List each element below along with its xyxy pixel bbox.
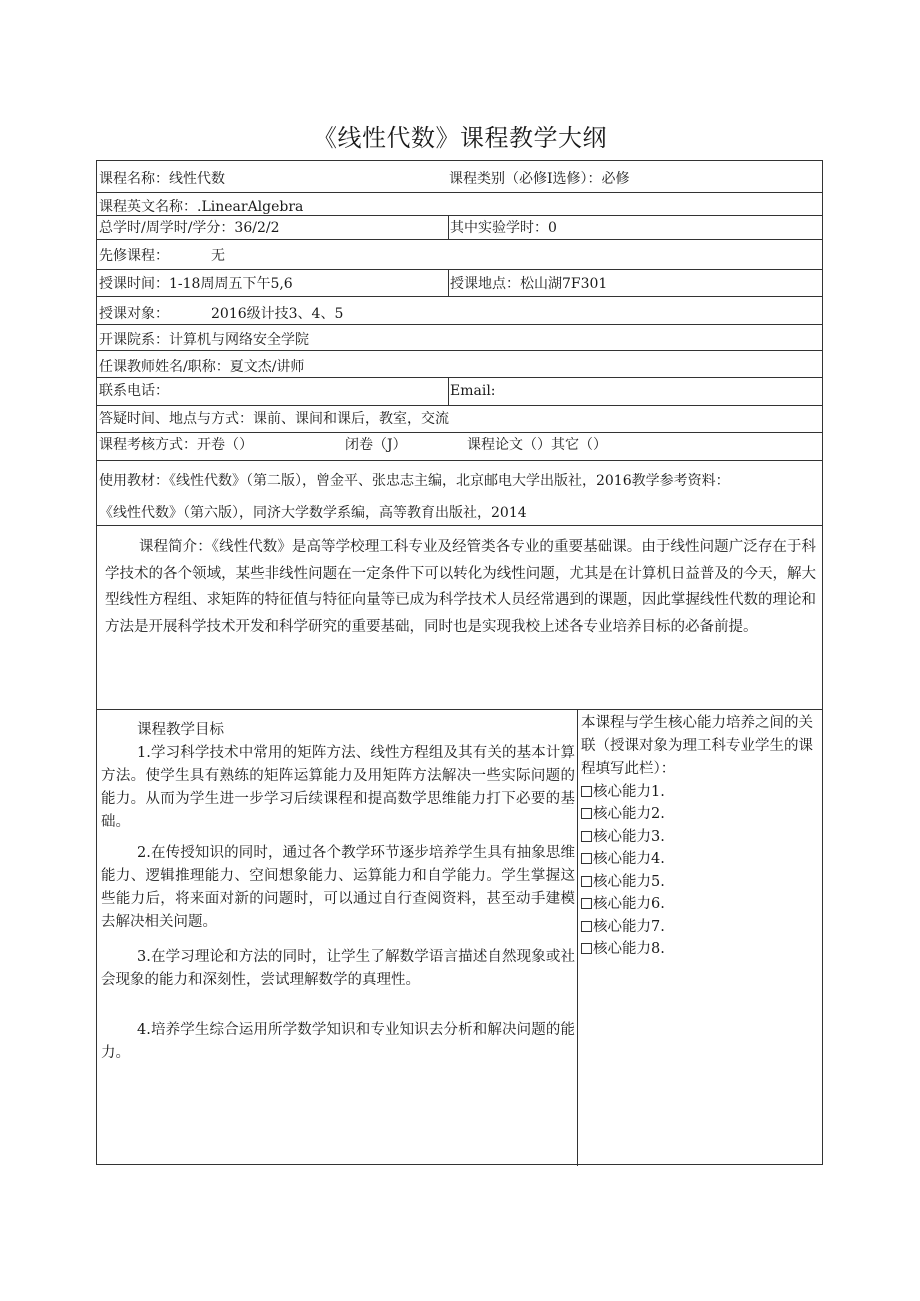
row-teacher <box>97 351 822 378</box>
row-exam <box>97 433 822 461</box>
exam-closed: 闭卷（J） <box>345 437 407 453</box>
goal-item: 1.学习科学技术中常用的矩阵方法、线性方程组及其有关的基本计算方法。使学生具有熟练的矩阵运算能力及用矩阵方法解决一些实际问题的能力。从而为学生进一步学习后续课程和提高数学思维能力打下必要的基础。 <box>101 745 575 830</box>
row-hours <box>97 216 822 240</box>
row-english-name <box>97 193 822 216</box>
row-time-place <box>97 270 822 297</box>
ability-item <box>581 916 665 938</box>
lab-hours-cell <box>448 216 824 239</box>
email: Email: <box>450 383 496 399</box>
hours: 总学时/周学时/学分：36/2/2 <box>99 220 280 236</box>
teaching-place: 授课地点：松山湖7F301 <box>450 276 608 292</box>
prereq-label: 先修课程： <box>99 248 169 264</box>
ability-item <box>581 803 665 825</box>
ability-label: 核心能力5. <box>593 874 665 890</box>
prereq-value: 无 <box>211 248 225 264</box>
lab-hours: 其中实验学时：0 <box>450 220 557 236</box>
abilities-cell <box>578 710 822 1166</box>
checkbox-icon[interactable] <box>581 853 592 864</box>
row-dept <box>97 325 822 351</box>
row-prereq <box>97 240 822 270</box>
qa-info: 答疑时间、地点与方式：课前、课间和课后，教室，交流 <box>99 411 449 427</box>
textbook-line-2: 《线性代数》（第六版），同济大学数学系编，高等教育出版社，2014 <box>99 505 527 521</box>
target-value: 2016级计技3、4、5 <box>211 306 344 322</box>
ability-label: 核心能力2. <box>593 806 665 822</box>
checkbox-icon[interactable] <box>581 831 592 842</box>
ability-item <box>581 848 665 870</box>
ability-label: 核心能力4. <box>593 851 665 867</box>
ability-item <box>581 871 665 893</box>
goal-item: 4.培养学生综合运用所学数学知识和专业知识去分析和解决问题的能力。 <box>101 1022 575 1061</box>
checkbox-icon[interactable] <box>581 808 592 819</box>
place-cell <box>448 270 824 296</box>
page-title: 《线性代数》课程教学大纲 <box>313 124 607 152</box>
ability-item <box>581 781 665 803</box>
ability-item <box>581 938 665 960</box>
textbook-line-1: 使用教材：《线性代数》（第二版），曾金平、张忠志主编，北京邮电大学出版社，2016教学参考资料： <box>99 473 730 489</box>
checkbox-icon[interactable] <box>581 786 592 797</box>
email-cell <box>448 378 824 405</box>
syllabus-table <box>96 160 823 1165</box>
goal-item: 2.在传授知识的同时，通过各个教学环节逐步培养学生具有抽象思维能力、逻辑推理能力、空间想象能力、运算能力和自学能力。学生掌握这些能力后，将来面对新的问题时，可以通过自行查阅资料，甚至动手建模去解决相关问题。 <box>101 845 575 930</box>
ability-item <box>581 893 665 915</box>
checkbox-icon[interactable] <box>581 876 592 887</box>
row-contact <box>97 378 822 406</box>
ability-item <box>581 826 665 848</box>
department: 开课院系：计算机与网络安全学院 <box>99 332 309 348</box>
goals-heading: 课程教学目标 <box>137 722 224 738</box>
ability-label: 核心能力6. <box>593 896 665 912</box>
phone: 联系电话： <box>99 383 169 399</box>
target-label: 授课对象： <box>99 306 169 322</box>
english-name: 课程英文名称：.LinearAlgebra <box>99 199 304 215</box>
row-target <box>97 297 822 325</box>
teacher: 任课教师姓名/职称：夏文杰/讲师 <box>99 359 305 375</box>
teaching-time: 授课时间：1-18周周五下午5,6 <box>99 276 293 292</box>
abilities-heading: 本课程与学生核心能力培养之间的关联（授课对象为理工科专业学生的课程填写此栏）： <box>581 715 813 777</box>
checkbox-icon[interactable] <box>581 898 592 909</box>
goals-cell <box>97 710 578 1166</box>
exam-open: 课程考核方式：开卷（） <box>99 437 253 453</box>
ability-label: 核心能力7. <box>593 919 665 935</box>
row-intro <box>97 526 822 710</box>
ability-label: 核心能力3. <box>593 829 665 845</box>
ability-label: 核心能力8. <box>593 941 665 957</box>
goal-item: 3.在学习理论和方法的同时，让学生了解数学语言描述自然现象或社会现象的能力和深刻性，尝试理解数学的真理性。 <box>101 949 575 988</box>
checkbox-icon[interactable] <box>581 921 592 932</box>
ability-label: 核心能力1. <box>593 784 665 800</box>
row-course-name <box>97 161 822 193</box>
course-intro: 课程简介：《线性代数》是高等学校理工科专业及经管类各专业的重要基础课。由于线性问题广泛存在于科学技术的各个领域，某些非线性问题在一定条件下可以转化为线性问题，尤其是在计算机日益普及的今天，解大型线性方程组、求矩阵的特征值与特征向量等已成为科学技术人员经常遇到的课题，因此掌握线性代数的理论和方法是开展科学技术开发和科学研究的重要基础，同时也是实现我校上述各专业培养目标的必备前提。 <box>105 539 816 635</box>
row-qa <box>97 406 822 433</box>
checkbox-icon[interactable] <box>581 943 592 954</box>
course-type: 课程类别（必修I选修）：必修 <box>449 171 630 187</box>
course-name: 课程名称：线性代数 <box>99 171 225 187</box>
row-textbook <box>97 461 822 526</box>
exam-other: 课程论文（）其它（） <box>467 437 607 453</box>
